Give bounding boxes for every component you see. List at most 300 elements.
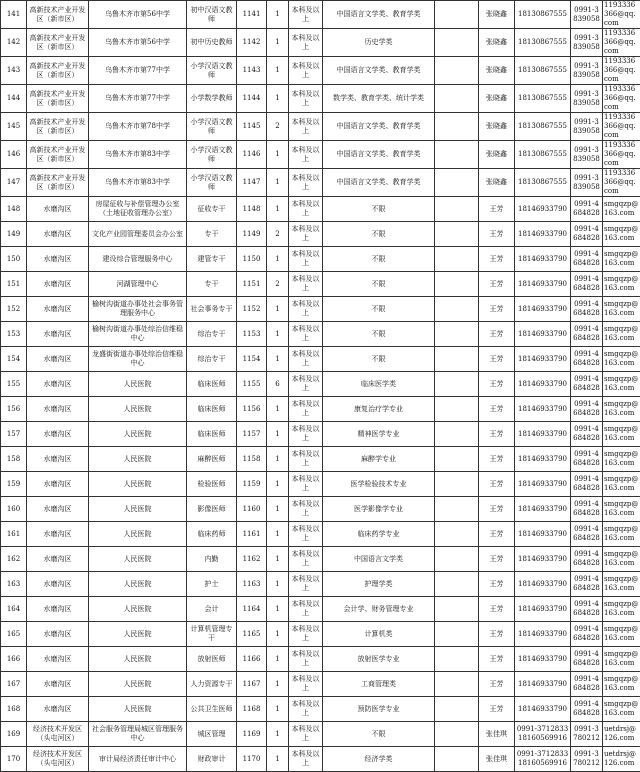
cell-email: uetdrsj@126.com <box>603 747 640 772</box>
cell-district: 水磨沟区 <box>27 372 89 397</box>
cell-district: 水磨沟区 <box>27 197 89 222</box>
cell-row-number: 170 <box>1 747 27 772</box>
cell-row-number: 165 <box>1 622 27 647</box>
cell-row-number: 142 <box>1 29 27 57</box>
cell-education: 本科及以上 <box>289 1 323 29</box>
cell-education: 本科及以上 <box>289 597 323 622</box>
cell-position: 小学数学教师 <box>187 85 237 113</box>
cell-headcount: 6 <box>267 372 289 397</box>
cell-mobile-phone: 18146933790 <box>515 547 571 572</box>
cell-row-number: 148 <box>1 197 27 222</box>
cell-email: smgqzp@163.com <box>603 497 640 522</box>
cell-position-code: 1152 <box>237 297 267 322</box>
table-row <box>1 597 640 622</box>
cell-position-code: 1157 <box>237 422 267 447</box>
cell-row-number: 166 <box>1 647 27 672</box>
cell-row-number: 141 <box>1 1 27 29</box>
cell-headcount: 1 <box>267 497 289 522</box>
cell-position: 城区管理 <box>187 722 237 747</box>
cell-position-code: 1151 <box>237 272 267 297</box>
cell-mobile-phone: 18130867555 <box>515 113 571 141</box>
cell-position: 人力资源专干 <box>187 672 237 697</box>
cell-headcount: 1 <box>267 297 289 322</box>
cell-major: 不限 <box>323 297 435 322</box>
cell-email: smgqzp@163.com <box>603 597 640 622</box>
cell-education: 本科及以上 <box>289 547 323 572</box>
cell-email: 1193336366@qq.com <box>603 113 640 141</box>
cell-position-code: 1166 <box>237 647 267 672</box>
cell-contact-person: 王芳 <box>479 372 515 397</box>
cell-headcount: 1 <box>267 397 289 422</box>
cell-notes <box>435 547 479 572</box>
cell-office-phone: 0991-3839058 <box>571 141 603 169</box>
cell-major: 会计学、财务管理专业 <box>323 597 435 622</box>
cell-district: 水磨沟区 <box>27 547 89 572</box>
cell-major: 预防医学专业 <box>323 697 435 722</box>
cell-education: 本科及以上 <box>289 222 323 247</box>
cell-mobile-phone: 0991-3712833 18160569916 <box>515 747 571 772</box>
cell-headcount: 2 <box>267 272 289 297</box>
cell-major: 历史学类 <box>323 29 435 57</box>
cell-mobile-phone: 18146933790 <box>515 497 571 522</box>
cell-education: 本科及以上 <box>289 497 323 522</box>
cell-notes <box>435 672 479 697</box>
cell-education: 本科及以上 <box>289 572 323 597</box>
cell-row-number: 168 <box>1 697 27 722</box>
cell-headcount: 1 <box>267 57 289 85</box>
cell-email: smgqzp@163.com <box>603 672 640 697</box>
cell-notes <box>435 113 479 141</box>
cell-education: 本科及以上 <box>289 169 323 197</box>
cell-district: 水磨沟区 <box>27 347 89 372</box>
cell-email: smgqzp@163.com <box>603 472 640 497</box>
cell-office-phone: 0991-4684828 <box>571 197 603 222</box>
cell-district: 水磨沟区 <box>27 497 89 522</box>
cell-contact-person: 张晓鑫 <box>479 141 515 169</box>
cell-education: 本科及以上 <box>289 297 323 322</box>
cell-row-number: 162 <box>1 547 27 572</box>
cell-email: 1193336366@qq.com <box>603 1 640 29</box>
cell-position-code: 1158 <box>237 447 267 472</box>
table-row <box>1 622 640 647</box>
cell-education: 本科及以上 <box>289 113 323 141</box>
cell-mobile-phone: 18146933790 <box>515 647 571 672</box>
cell-headcount: 1 <box>267 1 289 29</box>
cell-education: 本科及以上 <box>289 272 323 297</box>
cell-email: smgqzp@163.com <box>603 197 640 222</box>
cell-row-number: 147 <box>1 169 27 197</box>
cell-district: 高新技术产业开发区（新市区） <box>27 169 89 197</box>
cell-education: 本科及以上 <box>289 247 323 272</box>
cell-employer: 人民医院 <box>89 647 187 672</box>
cell-district: 高新技术产业开发区（新市区） <box>27 85 89 113</box>
cell-office-phone: 0991-4684828 <box>571 347 603 372</box>
cell-headcount: 1 <box>267 169 289 197</box>
cell-notes <box>435 747 479 772</box>
cell-major: 不限 <box>323 347 435 372</box>
cell-district: 水磨沟区 <box>27 422 89 447</box>
cell-position-code: 1144 <box>237 85 267 113</box>
cell-major: 不限 <box>323 272 435 297</box>
cell-contact-person: 张晓鑫 <box>479 169 515 197</box>
table-row <box>1 497 640 522</box>
table-row <box>1 113 640 141</box>
cell-employer: 人民医院 <box>89 697 187 722</box>
cell-notes <box>435 397 479 422</box>
cell-mobile-phone: 18146933790 <box>515 622 571 647</box>
cell-education: 本科及以上 <box>289 197 323 222</box>
cell-employer: 人民医院 <box>89 597 187 622</box>
table-row <box>1 372 640 397</box>
cell-major: 护理学类 <box>323 572 435 597</box>
cell-contact-person: 王芳 <box>479 347 515 372</box>
cell-district: 水磨沟区 <box>27 222 89 247</box>
cell-contact-person: 王芳 <box>479 247 515 272</box>
cell-district: 高新技术产业开发区（新市区） <box>27 1 89 29</box>
cell-major: 医学检验技术专业 <box>323 472 435 497</box>
cell-office-phone: 0991-3839058 <box>571 113 603 141</box>
cell-position-code: 1154 <box>237 347 267 372</box>
cell-education: 本科及以上 <box>289 85 323 113</box>
cell-position-code: 1153 <box>237 322 267 347</box>
cell-major: 计算机类 <box>323 622 435 647</box>
cell-position: 社会事务专干 <box>187 297 237 322</box>
cell-notes <box>435 597 479 622</box>
cell-mobile-phone: 18146933790 <box>515 572 571 597</box>
cell-office-phone: 0991-4684828 <box>571 572 603 597</box>
cell-row-number: 169 <box>1 722 27 747</box>
cell-contact-person: 王芳 <box>479 497 515 522</box>
cell-office-phone: 0991-4684828 <box>571 247 603 272</box>
cell-major: 临床医学类 <box>323 372 435 397</box>
cell-headcount: 1 <box>267 647 289 672</box>
cell-mobile-phone: 18130867555 <box>515 85 571 113</box>
cell-office-phone: 0991-3780212 <box>571 722 603 747</box>
cell-position: 专干 <box>187 272 237 297</box>
cell-major: 不限 <box>323 722 435 747</box>
cell-office-phone: 0991-4684828 <box>571 697 603 722</box>
cell-contact-person: 张佳琪 <box>479 722 515 747</box>
cell-mobile-phone: 18146933790 <box>515 472 571 497</box>
cell-position: 临床医师 <box>187 397 237 422</box>
cell-contact-person: 王芳 <box>479 522 515 547</box>
cell-major: 中国语言文学类 <box>323 547 435 572</box>
cell-education: 本科及以上 <box>289 697 323 722</box>
cell-row-number: 156 <box>1 397 27 422</box>
cell-notes <box>435 472 479 497</box>
cell-notes <box>435 622 479 647</box>
cell-position-code: 1163 <box>237 572 267 597</box>
cell-headcount: 1 <box>267 322 289 347</box>
cell-email: smgqzp@163.com <box>603 447 640 472</box>
cell-office-phone: 0991-4684828 <box>571 447 603 472</box>
cell-row-number: 158 <box>1 447 27 472</box>
cell-row-number: 161 <box>1 522 27 547</box>
cell-education: 本科及以上 <box>289 622 323 647</box>
cell-employer: 乌鲁木齐市第77中学 <box>89 85 187 113</box>
cell-headcount: 1 <box>267 522 289 547</box>
cell-education: 本科及以上 <box>289 57 323 85</box>
table-row <box>1 297 640 322</box>
cell-headcount: 1 <box>267 141 289 169</box>
table-row <box>1 222 640 247</box>
cell-headcount: 1 <box>267 747 289 772</box>
cell-employer: 乌鲁木齐市第77中学 <box>89 57 187 85</box>
cell-district: 水磨沟区 <box>27 672 89 697</box>
cell-position-code: 1149 <box>237 222 267 247</box>
cell-notes <box>435 272 479 297</box>
cell-mobile-phone: 18146933790 <box>515 347 571 372</box>
cell-headcount: 2 <box>267 222 289 247</box>
cell-district: 水磨沟区 <box>27 622 89 647</box>
cell-row-number: 167 <box>1 672 27 697</box>
cell-mobile-phone: 18130867555 <box>515 169 571 197</box>
cell-employer: 人民医院 <box>89 622 187 647</box>
cell-district: 水磨沟区 <box>27 572 89 597</box>
cell-employer: 龙盛街街道办事处综治信维稳中心 <box>89 347 187 372</box>
cell-office-phone: 0991-3839058 <box>571 1 603 29</box>
cell-notes <box>435 347 479 372</box>
cell-row-number: 163 <box>1 572 27 597</box>
table-row <box>1 85 640 113</box>
cell-education: 本科及以上 <box>289 522 323 547</box>
cell-position-code: 1170 <box>237 747 267 772</box>
cell-notes <box>435 722 479 747</box>
cell-email: smgqzp@163.com <box>603 347 640 372</box>
table-row <box>1 272 640 297</box>
cell-employer: 人民医院 <box>89 497 187 522</box>
cell-mobile-phone: 18146933790 <box>515 297 571 322</box>
cell-office-phone: 0991-4684828 <box>571 397 603 422</box>
cell-headcount: 2 <box>267 113 289 141</box>
cell-employer: 乌鲁木齐市第56中学 <box>89 1 187 29</box>
cell-mobile-phone: 18130867555 <box>515 1 571 29</box>
table-row <box>1 322 640 347</box>
cell-mobile-phone: 18146933790 <box>515 447 571 472</box>
cell-headcount: 1 <box>267 622 289 647</box>
table-row <box>1 169 640 197</box>
cell-office-phone: 0991-4684828 <box>571 522 603 547</box>
cell-office-phone: 0991-3839058 <box>571 85 603 113</box>
cell-headcount: 1 <box>267 197 289 222</box>
table-row <box>1 397 640 422</box>
cell-position-code: 1143 <box>237 57 267 85</box>
cell-office-phone: 0991-4684828 <box>571 497 603 522</box>
cell-employer: 人民医院 <box>89 522 187 547</box>
cell-major: 经济学类 <box>323 747 435 772</box>
cell-education: 本科及以上 <box>289 29 323 57</box>
cell-office-phone: 0991-4684828 <box>571 297 603 322</box>
cell-district: 高新技术产业开发区（新市区） <box>27 29 89 57</box>
cell-contact-person: 王芳 <box>479 547 515 572</box>
cell-contact-person: 张晓鑫 <box>479 113 515 141</box>
cell-position: 小学汉语文教师 <box>187 113 237 141</box>
table-row <box>1 197 640 222</box>
cell-position-code: 1169 <box>237 722 267 747</box>
cell-headcount: 1 <box>267 85 289 113</box>
cell-position-code: 1145 <box>237 113 267 141</box>
cell-position-code: 1161 <box>237 522 267 547</box>
cell-employer: 人民医院 <box>89 472 187 497</box>
cell-position: 临床药师 <box>187 522 237 547</box>
cell-office-phone: 0991-4684828 <box>571 622 603 647</box>
cell-headcount: 1 <box>267 347 289 372</box>
cell-employer: 人民医院 <box>89 422 187 447</box>
cell-position: 小学汉语文教师 <box>187 169 237 197</box>
cell-notes <box>435 422 479 447</box>
cell-email: smgqzp@163.com <box>603 222 640 247</box>
cell-major: 医学影像学专业 <box>323 497 435 522</box>
cell-education: 本科及以上 <box>289 747 323 772</box>
cell-notes <box>435 697 479 722</box>
table-row <box>1 572 640 597</box>
cell-position-code: 1167 <box>237 672 267 697</box>
cell-office-phone: 0991-4684828 <box>571 422 603 447</box>
cell-position: 综治专干 <box>187 322 237 347</box>
cell-position: 会计 <box>187 597 237 622</box>
cell-row-number: 143 <box>1 57 27 85</box>
cell-mobile-phone: 18130867555 <box>515 141 571 169</box>
cell-district: 高新技术产业开发区（新市区） <box>27 113 89 141</box>
cell-education: 本科及以上 <box>289 347 323 372</box>
cell-headcount: 1 <box>267 472 289 497</box>
cell-headcount: 1 <box>267 422 289 447</box>
cell-email: smgqzp@163.com <box>603 547 640 572</box>
cell-education: 本科及以上 <box>289 397 323 422</box>
cell-notes <box>435 447 479 472</box>
cell-headcount: 1 <box>267 29 289 57</box>
cell-mobile-phone: 18146933790 <box>515 372 571 397</box>
cell-email: smgqzp@163.com <box>603 697 640 722</box>
cell-employer: 河湖管理中心 <box>89 272 187 297</box>
cell-office-phone: 0991-4684828 <box>571 472 603 497</box>
cell-notes <box>435 85 479 113</box>
cell-employer: 人民医院 <box>89 397 187 422</box>
cell-district: 水磨沟区 <box>27 447 89 472</box>
cell-notes <box>435 522 479 547</box>
table-row <box>1 57 640 85</box>
cell-email: smgqzp@163.com <box>603 247 640 272</box>
cell-district: 水磨沟区 <box>27 697 89 722</box>
cell-office-phone: 0991-3839058 <box>571 57 603 85</box>
cell-position-code: 1142 <box>237 29 267 57</box>
cell-employer: 人民医院 <box>89 447 187 472</box>
cell-email: 1193336366@qq.com <box>603 141 640 169</box>
cell-position: 影像医师 <box>187 497 237 522</box>
cell-notes <box>435 497 479 522</box>
cell-position: 护士 <box>187 572 237 597</box>
cell-employer: 乌鲁木齐市第56中学 <box>89 29 187 57</box>
cell-contact-person: 张晓鑫 <box>479 1 515 29</box>
cell-mobile-phone: 18146933790 <box>515 522 571 547</box>
cell-position-code: 1155 <box>237 372 267 397</box>
cell-district: 水磨沟区 <box>27 297 89 322</box>
cell-notes <box>435 322 479 347</box>
cell-employer: 人民医院 <box>89 372 187 397</box>
cell-headcount: 1 <box>267 247 289 272</box>
cell-education: 本科及以上 <box>289 322 323 347</box>
cell-contact-person: 王芳 <box>479 697 515 722</box>
cell-row-number: 154 <box>1 347 27 372</box>
cell-row-number: 151 <box>1 272 27 297</box>
table-row <box>1 247 640 272</box>
cell-position-code: 1141 <box>237 1 267 29</box>
cell-district: 水磨沟区 <box>27 322 89 347</box>
cell-employer: 人民医院 <box>89 572 187 597</box>
cell-district: 水磨沟区 <box>27 472 89 497</box>
cell-email: smgqzp@163.com <box>603 372 640 397</box>
table-row <box>1 647 640 672</box>
cell-position-code: 1164 <box>237 597 267 622</box>
cell-district: 高新技术产业开发区（新市区） <box>27 141 89 169</box>
cell-email: 1193336366@qq.com <box>603 29 640 57</box>
cell-district: 水磨沟区 <box>27 247 89 272</box>
cell-contact-person: 王芳 <box>479 647 515 672</box>
cell-contact-person: 王芳 <box>479 672 515 697</box>
cell-major: 中国语言文学类、教育学类 <box>323 141 435 169</box>
cell-employer: 榆树沟街道办事处社会事务管理服务中心 <box>89 297 187 322</box>
cell-major: 康复治疗学专业 <box>323 397 435 422</box>
cell-major: 中国语言文学类、教育学类 <box>323 169 435 197</box>
cell-contact-person: 王芳 <box>479 572 515 597</box>
cell-office-phone: 0991-4684828 <box>571 372 603 397</box>
cell-email: 1193336366@qq.com <box>603 169 640 197</box>
cell-contact-person: 张佳琪 <box>479 747 515 772</box>
cell-mobile-phone: 18146933790 <box>515 247 571 272</box>
cell-position: 放射医师 <box>187 647 237 672</box>
table-row <box>1 447 640 472</box>
cell-email: smgqzp@163.com <box>603 572 640 597</box>
cell-position-code: 1165 <box>237 622 267 647</box>
cell-position: 初中汉语文教师 <box>187 1 237 29</box>
cell-contact-person: 王芳 <box>479 597 515 622</box>
table-row <box>1 1 640 29</box>
cell-contact-person: 王芳 <box>479 222 515 247</box>
cell-row-number: 160 <box>1 497 27 522</box>
cell-position: 内勤 <box>187 547 237 572</box>
cell-notes <box>435 572 479 597</box>
cell-notes <box>435 647 479 672</box>
table-row <box>1 672 640 697</box>
cell-employer: 榆树沟街道办事处综治信维稳中心 <box>89 322 187 347</box>
cell-major: 不限 <box>323 322 435 347</box>
cell-email: smgqzp@163.com <box>603 522 640 547</box>
cell-headcount: 1 <box>267 697 289 722</box>
cell-email: 1193336366@qq.com <box>603 57 640 85</box>
cell-mobile-phone: 18130867555 <box>515 29 571 57</box>
cell-row-number: 157 <box>1 422 27 447</box>
cell-row-number: 153 <box>1 322 27 347</box>
cell-position-code: 1147 <box>237 169 267 197</box>
cell-position-code: 1150 <box>237 247 267 272</box>
cell-contact-person: 张晓鑫 <box>479 85 515 113</box>
table-row <box>1 547 640 572</box>
cell-education: 本科及以上 <box>289 472 323 497</box>
cell-major: 工商管理类 <box>323 672 435 697</box>
cell-office-phone: 0991-3839058 <box>571 29 603 57</box>
table-row <box>1 472 640 497</box>
cell-row-number: 155 <box>1 372 27 397</box>
cell-position-code: 1160 <box>237 497 267 522</box>
cell-headcount: 1 <box>267 447 289 472</box>
cell-office-phone: 0991-4684828 <box>571 672 603 697</box>
cell-contact-person: 王芳 <box>479 272 515 297</box>
cell-education: 本科及以上 <box>289 672 323 697</box>
cell-mobile-phone: 18146933790 <box>515 222 571 247</box>
table-row <box>1 522 640 547</box>
cell-row-number: 145 <box>1 113 27 141</box>
cell-office-phone: 0991-3839058 <box>571 169 603 197</box>
